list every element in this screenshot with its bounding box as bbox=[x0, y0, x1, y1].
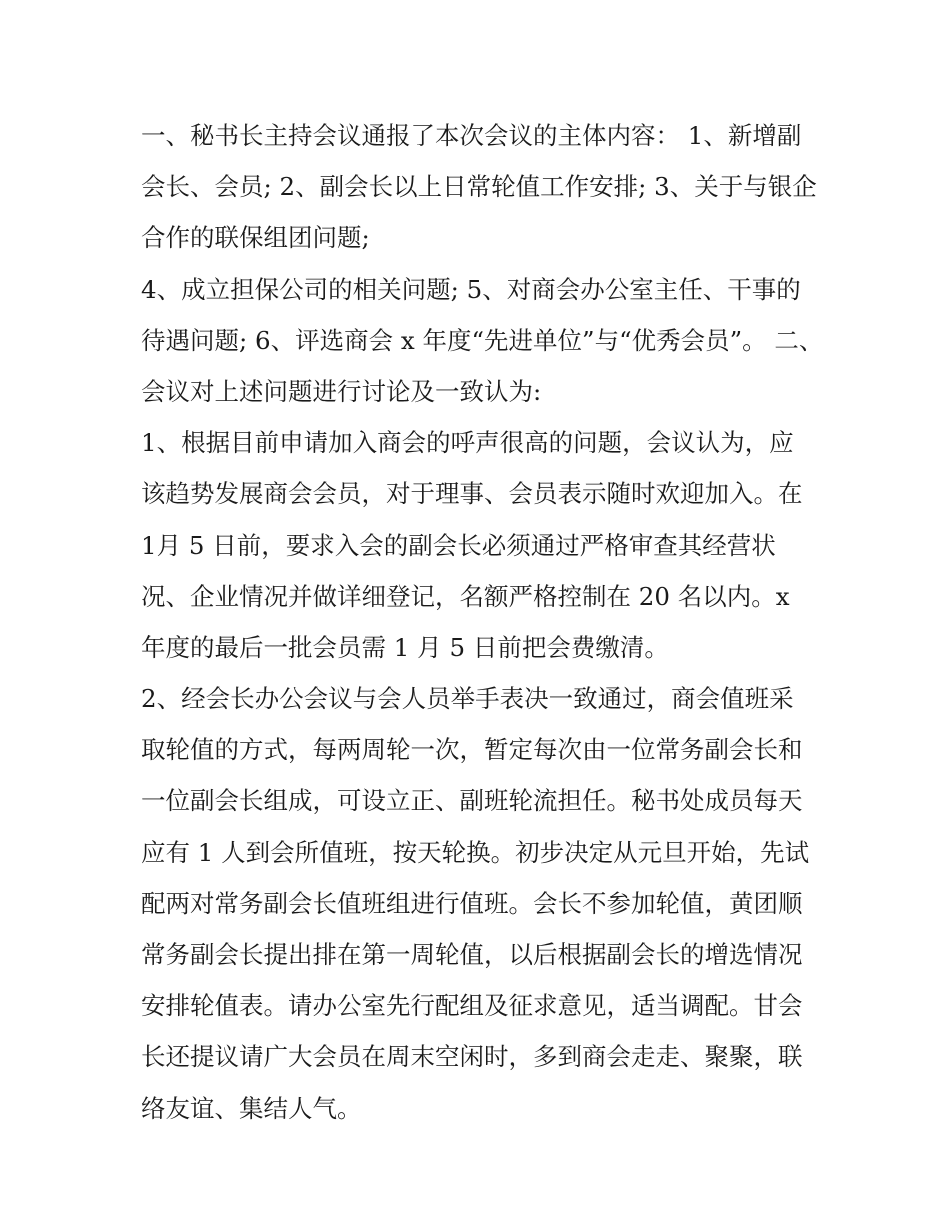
text-line: 长还提议请广大会员在周末空闲时，多到商会走走、聚聚，联 bbox=[141, 1042, 803, 1072]
text-line: 1、根据目前申请加入商会的呼声很高的问题，会议认为，应 bbox=[141, 428, 794, 458]
text-line: 会议对上述问题进行讨论及一致认为: bbox=[141, 376, 542, 406]
text-line: 取轮值的方式，每两周轮一次，暂定每次由一位常务副会长和 bbox=[141, 735, 803, 765]
text-line: 1月 5 日前，要求入会的副会长必须通过严格审查其经营状 bbox=[141, 530, 776, 560]
text-line: 年度的最后一批会员需 1 月 5 日前把会费缴清。 bbox=[141, 632, 669, 662]
document-body bbox=[141, 110, 824, 1134]
text-line: 2、经会长办公会议与会人员举手表决一致通过，商会值班采 bbox=[141, 684, 794, 714]
text-line: 况、企业情况并做详细登记，名额严格控制在 20 名以内。x bbox=[141, 581, 790, 611]
text-line: 待遇问题; 6、评选商会 x 年度“先进单位”与“优秀会员”。 二、 bbox=[141, 325, 824, 355]
text-line: 应有 1 人到会所值班，按天轮换。初步决定从元旦开始，先试 bbox=[141, 837, 810, 867]
text-line: 络友谊、集结人气。 bbox=[141, 1093, 362, 1123]
text-line: 4、成立担保公司的相关问题; 5、对商会办公室主任、干事的 bbox=[141, 274, 801, 304]
text-line: 会长、会员; 2、副会长以上日常轮值工作安排; 3、关于与银企 bbox=[141, 172, 817, 202]
text-line: 一位副会长组成，可设立正、副班轮流担任。秘书处成员每天 bbox=[141, 786, 803, 816]
text-line: 常务副会长提出排在第一周轮值，以后根据副会长的增选情况 bbox=[141, 940, 803, 969]
text-line: 安排轮值表。请办公室先行配组及征求意见，适当调配。甘会 bbox=[141, 991, 803, 1021]
text-line: 该趋势发展商会会员，对于理事、会员表示随时欢迎加入。在 bbox=[141, 479, 803, 509]
text-line: 一、秘书长主持会议通报了本次会议的主体内容： 1、新增副 bbox=[141, 121, 802, 150]
text-line: 配两对常务副会长值班组进行值班。会长不参加轮值，黄团顺 bbox=[141, 888, 803, 918]
text-line: 合作的联保组团问题; bbox=[141, 223, 370, 253]
